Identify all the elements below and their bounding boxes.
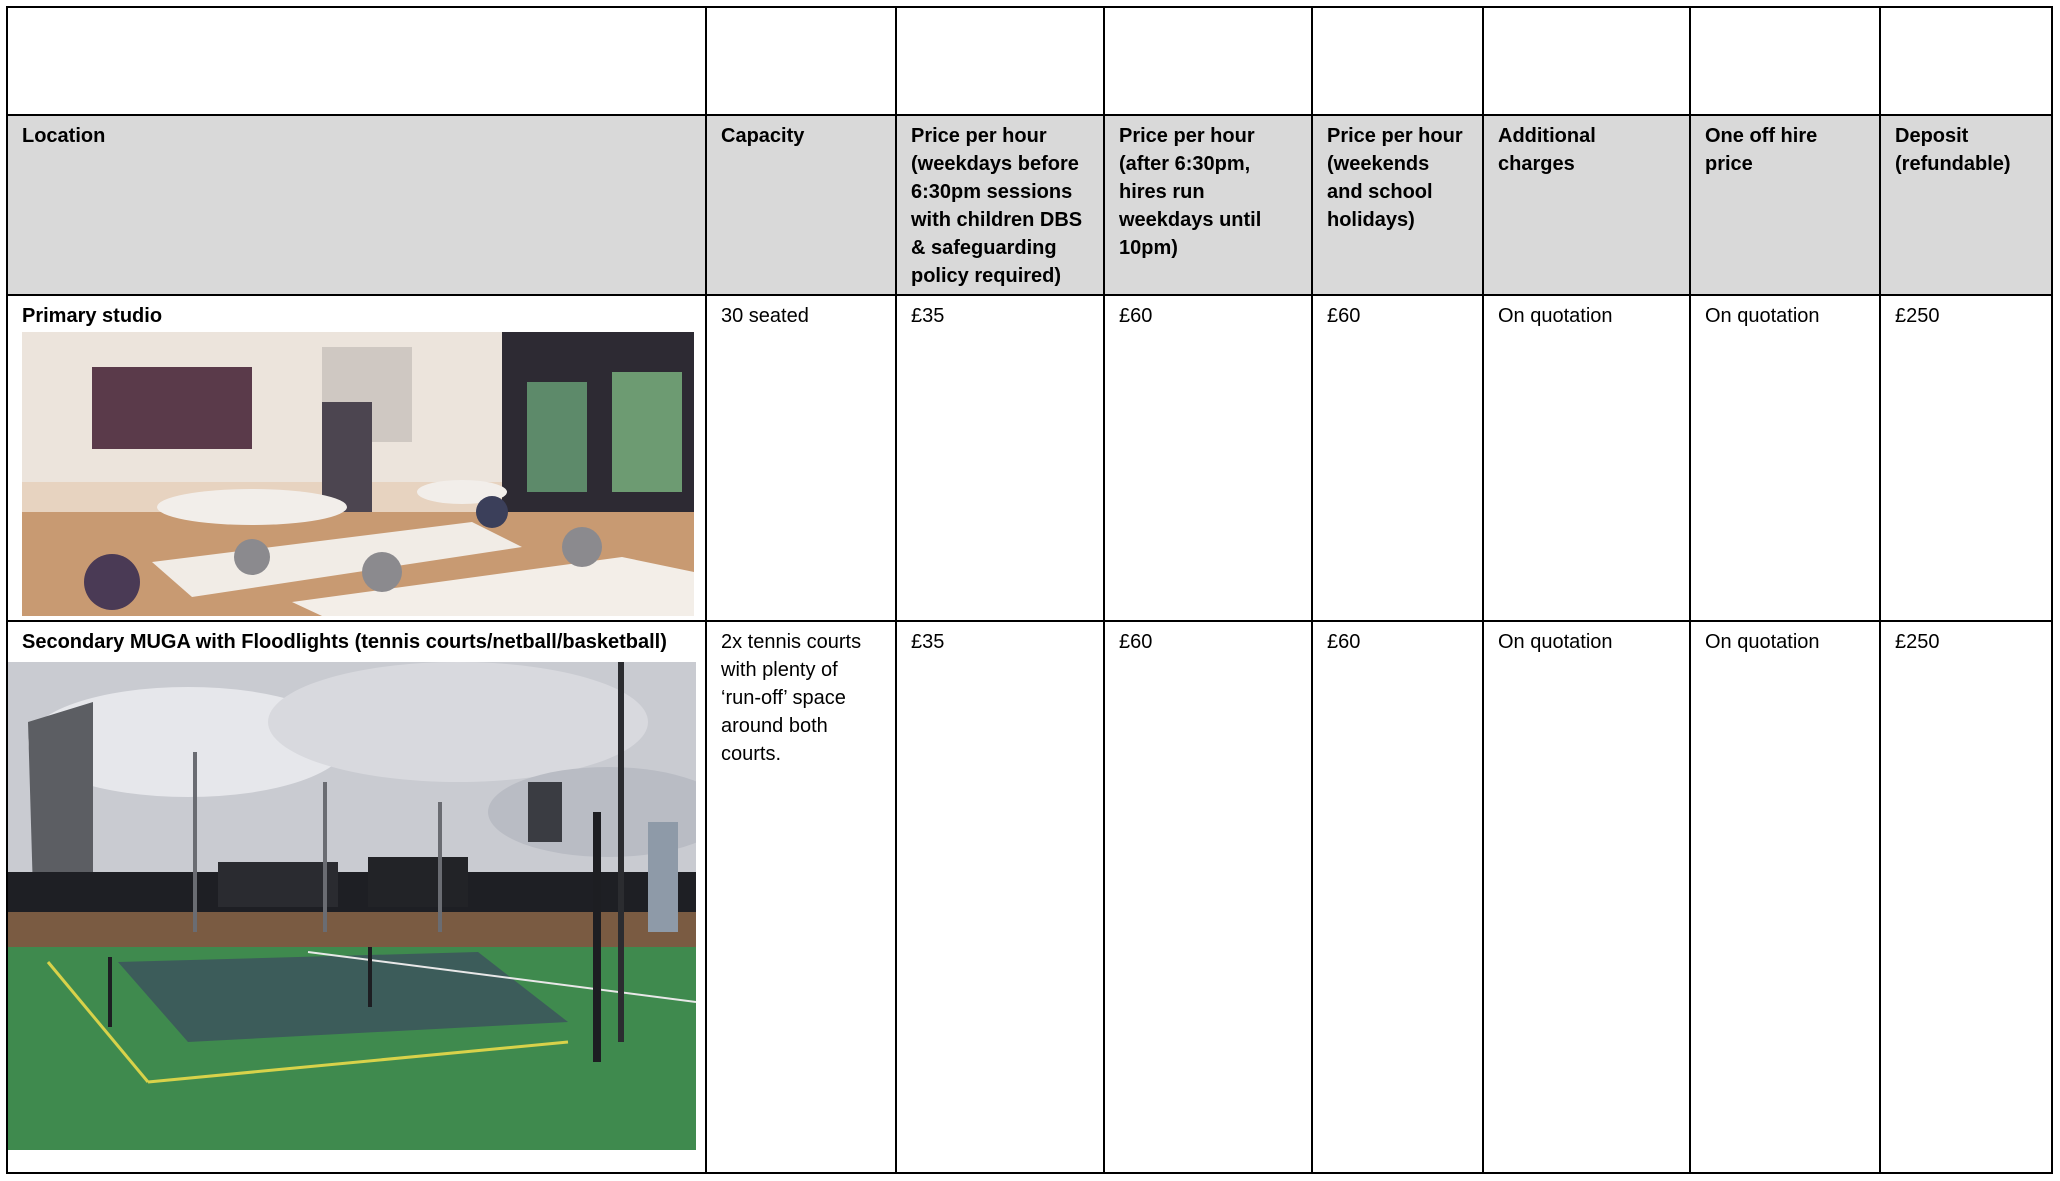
blank-cell [1483,7,1690,115]
column-header-price-evening: Price per hour (after 6:30pm, hires run weekdays until 10pm) [1104,115,1312,295]
column-header-location: Location [7,115,706,295]
capacity-cell: 2x tennis courts with plenty of ‘run-off’ space around both courts. [706,621,896,1173]
price-weekend-cell: £60 [1312,295,1483,621]
price-evening-cell: £60 [1104,295,1312,621]
column-header-price-weekday: Price per hour (weekdays before 6:30pm sessions with children DBS & safeguarding policy required) [896,115,1104,295]
one-off-price-cell: On quotation [1690,295,1880,621]
classroom-photo-icon [22,332,694,616]
blank-cell [896,7,1104,115]
price-weekday-cell: £35 [896,295,1104,621]
column-header-price-weekend: Price per hour (weekends and school holidays) [1312,115,1483,295]
column-header-deposit: Deposit (refundable) [1880,115,2052,295]
column-header-one-off-price: One off hire price [1690,115,1880,295]
table-row [7,295,2052,621]
column-header-additional-charges: Additional charges [1483,115,1690,295]
price-evening-cell: £60 [1104,621,1312,1173]
blank-cell [1880,7,2052,115]
capacity-cell: 30 seated [706,295,896,621]
price-weekday-cell: £35 [896,621,1104,1173]
deposit-cell: £250 [1880,295,2052,621]
blank-cell [7,7,706,115]
location-name: Primary studio [22,305,163,327]
sports-court-photo-icon [8,662,696,1150]
one-off-price-cell: On quotation [1690,621,1880,1173]
location-cell [7,621,706,1173]
location-name: Secondary MUGA with Floodlights (tennis courts/netball/basketball) [22,631,667,653]
deposit-cell: £250 [1880,621,2052,1173]
pricing-table [6,6,2053,1174]
blank-cell [1690,7,1880,115]
location-cell [7,295,706,621]
additional-charges-cell: On quotation [1483,621,1690,1173]
table-row [7,621,2052,1173]
price-weekend-cell: £60 [1312,621,1483,1173]
blank-cell [706,7,896,115]
blank-cell [1312,7,1483,115]
header-row [7,115,2052,295]
blank-cell [1104,7,1312,115]
blank-row [7,7,2052,115]
additional-charges-cell: On quotation [1483,295,1690,621]
column-header-capacity: Capacity [706,115,896,295]
